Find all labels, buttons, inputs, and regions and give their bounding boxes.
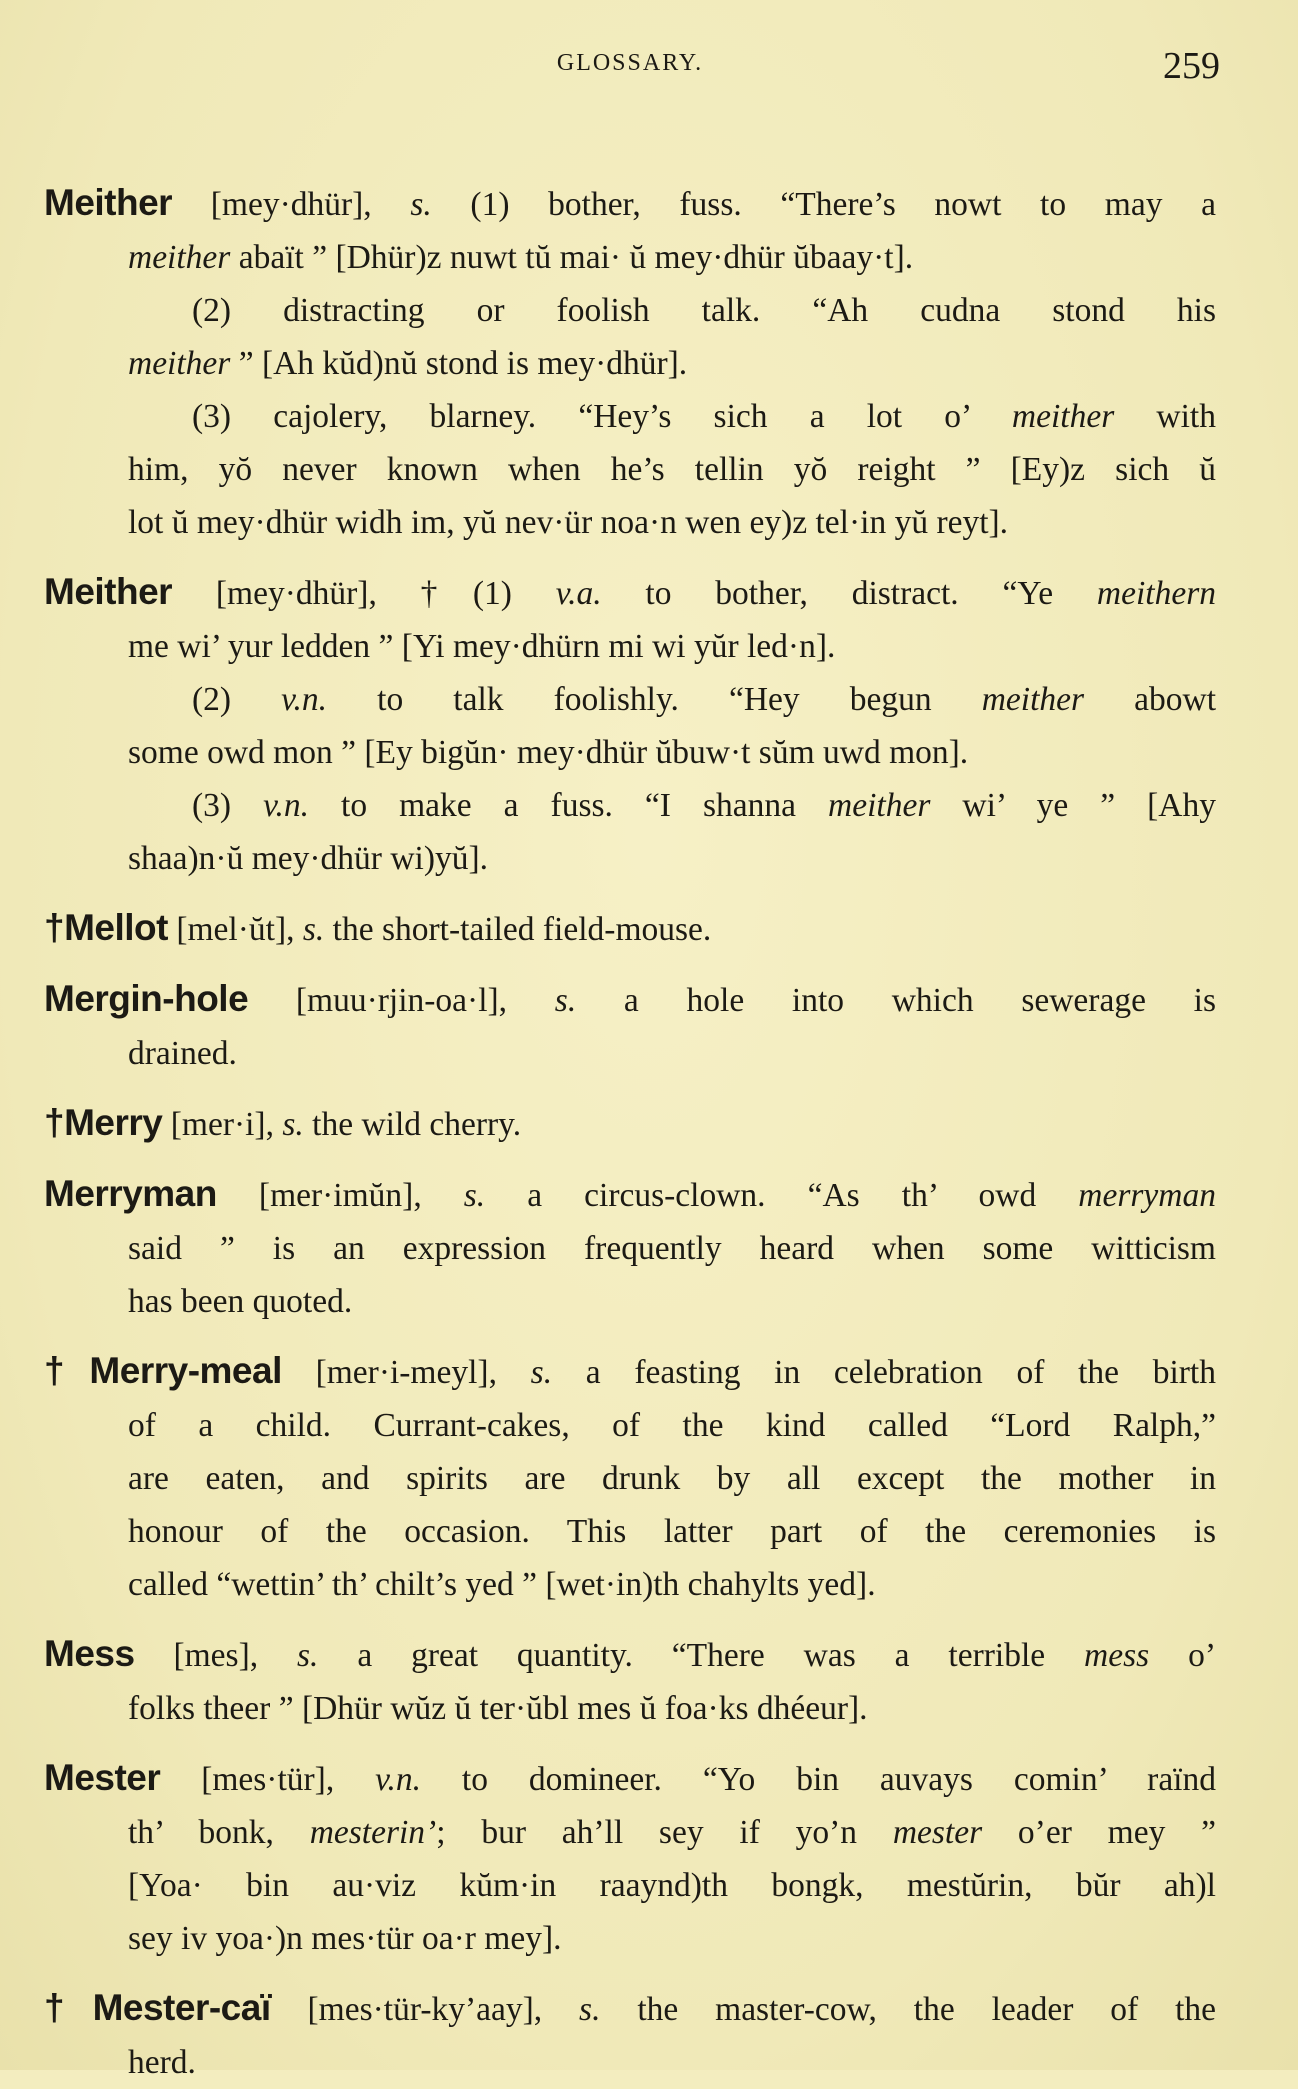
headword: Mester [44,1757,161,1798]
headword: Meither [44,182,173,223]
entry-merry-meal: †Merry-meal [mer·i-meyl], s. a feasting in celebration of the birth of a child. Currant-cakes, of the kind called “Lord Ralph,” are eaten, and spirits are drunk by all except the mother in honour of the occasion. This latter part of the ceremonies is called “wettin’ th’ chilt’s yed ” [wet·in)th chahylts yed]. [44,1350,1216,1603]
example-word: meither [128,239,231,276]
grammar-label: v.n. [281,681,328,718]
glossary-entries [44,176,1216,2089]
entry-mellot: †Mellot [mel·ŭt], s. the short-tailed field-mouse. [44,907,712,948]
entry-mester-cai: †Mester-caï [mes·tür-ky’aay], s. the master-cow, the leader of the herd. [44,1987,1217,2081]
entry-mester: Mester [mes·tür], v.n. to domineer. “Yo bin auvays comin’ raïnd th’ bonk, mesterin’; bur ah’ll sey if yo’n mester o’er mey ” [Yoa· bin au·viz kŭm·in raaynd)th bongk, mestŭrin, bŭr ah)l sey iv yoa·)n mes·tür oa·r mey]. [44,1757,1216,1957]
grammar-label: s. [554,982,577,1019]
example-word: merryman [1078,1177,1216,1214]
grammar-label: s. [282,1106,304,1143]
headword: †Mester-caï [44,1987,271,2028]
headword: †Merry [44,1102,163,1143]
headword: †Mellot [44,907,168,948]
page-number: 259 [1163,45,1220,87]
entry-meither-noun: Meither [mey·dhür], s. (1) bother, fuss. “There’s nowt to may a meither abaït ” [Dhür)z nuwt tŭ mai· ŭ mey·dhür ŭbaay·t]. (2) distracting or foolish talk. “Ah cudna stond his meither ” [Ah kŭd)nŭ stond is mey·dhür]. (3) cajolery, blarney. “Hey’s sich a lot o’ meither with him, yŏ never known when he’s tellin yŏ reight ” [Ey)z sich ŭ lot ŭ mey·dhür widh im, yŭ nev·ür noa·n wen ey)z tel·in yŭ reyt]. [44,182,1216,541]
headword: †Merry-meal [44,1350,282,1391]
example-word: meither [828,787,931,824]
grammar-label: v.a. [555,575,602,612]
grammar-label: s. [297,1637,319,1674]
example-word: meither [128,345,231,382]
grammar-label: v.n. [375,1761,422,1798]
grammar-label: s. [579,1991,601,2028]
example-word: mesterin’ [309,1814,437,1851]
running-head [44,44,1220,106]
running-title: GLOSSARY. [556,50,704,76]
headword: Meither [44,571,173,612]
headword: Mess [44,1633,135,1674]
entry-merryman: Merryman [mer·imŭn], s. a circus-clown. “As th’ owd merryman said ” is an expression frequently heard when some witticism has been quoted. [44,1173,1216,1320]
example-word: meither [1011,398,1115,435]
headword: Merryman [44,1173,217,1214]
entry-merry: †Merry [mer·i], s. the wild cherry. [44,1102,522,1143]
grammar-label: s. [302,911,325,948]
entry-mess: Mess [mes], s. a great quantity. “There was a terrible mess o’ folks theer ” [Dhür wŭz ŭ ter·ŭbl mes ŭ foa·ks dhéeur]. [44,1633,1216,1727]
grammar-label: s. [463,1177,486,1214]
grammar-label: v.n. [263,787,309,824]
headword: Mergin-hole [44,978,249,1019]
grammar-label: s. [410,186,432,223]
grammar-label: s. [530,1354,553,1391]
example-word: mess [1084,1637,1150,1674]
example-word: meither [981,681,1085,718]
entry-meither-verb: Meither [mey·dhür], †(1) v.a. to bother, distract. “Ye meithern me wi’ yur ledden ” [Yi mey·dhürn mi wi yŭr led·n]. (2) v.n. to talk foolishly. “Hey begun meither abowt some owd mon ” [Ey bigŭn· mey·dhür ŭbuw·t sŭm uwd mon]. (3) v.n. to make a fuss. “I shanna meither wi’ ye ” [Ahy shaa)n·ŭ mey·dhür wi)yŭ]. [44,571,1217,877]
example-word: mester [892,1814,983,1851]
example-word: meithern [1096,575,1216,612]
entry-mergin-hole: Mergin-hole [muu·rjin-oa·l], s. a hole into which sewerage is drained. [44,978,1216,1072]
